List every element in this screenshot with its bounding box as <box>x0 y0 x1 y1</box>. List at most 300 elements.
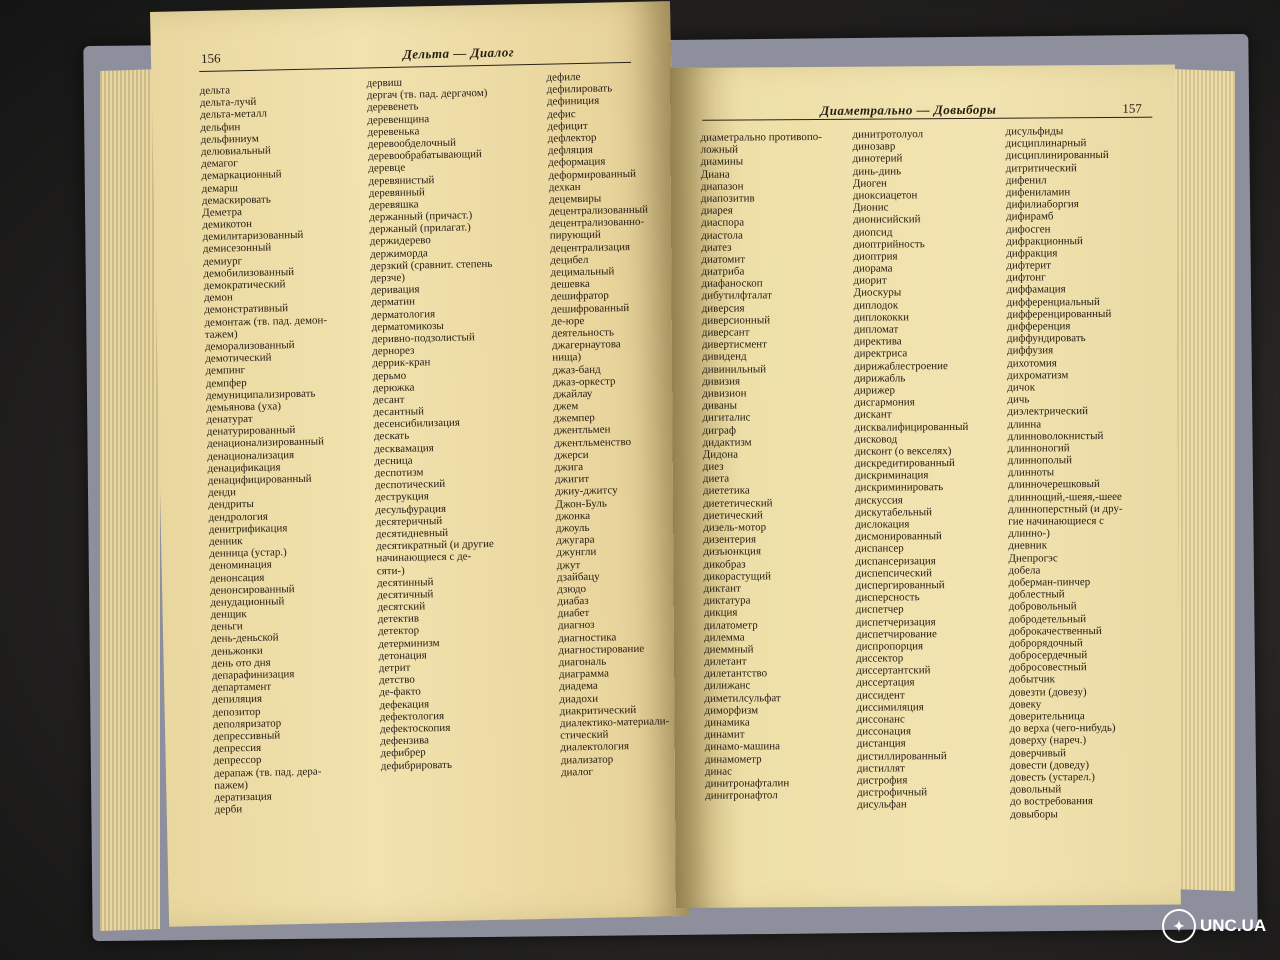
dictionary-entry: демилитаризованный <box>202 229 304 244</box>
dictionary-entry: диапазон <box>700 180 744 193</box>
dictionary-entry: дизель-мотор <box>703 521 767 534</box>
dictionary-entry: деррик-кран <box>372 356 431 370</box>
dictionary-entry: доберман-пинчер <box>1008 576 1091 589</box>
left-column-3 <box>546 69 670 778</box>
dictionary-entry: джаз-оркестр <box>552 375 616 389</box>
dictionary-entry: джоуль <box>555 521 590 535</box>
dictionary-entry: демагог <box>201 157 238 171</box>
dictionary-entry: деструкция <box>375 490 429 504</box>
dictionary-entry: добела <box>1008 564 1041 577</box>
dictionary-entry: деревце <box>368 162 406 175</box>
dictionary-entry: дзайбацу <box>556 570 600 584</box>
dictionary-entry: дерьмо <box>372 369 407 382</box>
dictionary-entry: диверсант <box>701 326 750 339</box>
dictionary-entry: довеку <box>1009 698 1042 711</box>
dictionary-entry: департамент <box>212 680 272 695</box>
right-running-head: Диаметрально — Довыборы <box>820 101 997 118</box>
dictionary-entry: дельта-лучй <box>199 95 257 110</box>
dictionary-entry: дизъюнкция <box>703 545 762 559</box>
dictionary-entry: добытчик <box>1009 673 1055 687</box>
dictionary-entry: денщик <box>210 608 247 621</box>
dictionary-entry: диамины <box>700 155 744 169</box>
dictionary-entry: держидерево <box>369 234 431 248</box>
dictionary-entry: сяти-) <box>376 564 405 577</box>
dictionary-entry: диверсия <box>701 302 745 315</box>
dictionary-entry: добродетельный <box>1008 612 1087 626</box>
dictionary-entry: де-факто <box>379 685 421 699</box>
dictionary-entry: диатриба <box>701 265 745 278</box>
dictionary-entry: десант <box>373 393 405 407</box>
dictionary-entry: диффундировать <box>1006 332 1086 345</box>
dictionary-entry: диссимиляция <box>856 701 924 714</box>
dictionary-entry: денница (устар.) <box>209 546 287 560</box>
dictionary-entry: денацифицированный <box>207 472 312 487</box>
dictionary-entry: демуниципализировать <box>205 387 316 402</box>
dictionary-entry: длиннощий,-шеяя,-шеее <box>1007 490 1122 504</box>
dictionary-entry: Дидона <box>702 448 739 461</box>
dictionary-entry: дифирамб <box>1006 210 1054 223</box>
dictionary-entry: Диоген <box>852 177 887 190</box>
dictionary-entry: дисконт (о векселях) <box>854 444 952 458</box>
dictionary-entry: Деметра <box>202 205 243 219</box>
dictionary-entry: дислокация <box>855 518 910 531</box>
dictionary-entry: деривация <box>370 283 420 297</box>
dictionary-entry: диметилсульфат <box>704 691 781 705</box>
dictionary-entry: диспансер <box>855 542 904 556</box>
watermark-badge-icon: ✦ <box>1162 909 1196 943</box>
dictionary-entry: денитрификация <box>208 521 288 536</box>
right-column-1 <box>700 131 826 802</box>
dictionary-entry: дискант <box>854 408 892 422</box>
dictionary-entry: джагернаутова <box>551 338 621 352</box>
dictionary-entry: детрит <box>378 661 411 675</box>
dictionary-entry: добровольный <box>1008 600 1077 613</box>
dictionary-entry: длинночерешковый <box>1007 478 1100 492</box>
dictionary-entry: дифракция <box>1006 247 1058 260</box>
dictionary-entry: диктатура <box>703 594 751 607</box>
dictionary-entry: диаспора <box>701 216 745 230</box>
dictionary-entry: деятельность <box>551 326 615 340</box>
dictionary-entry: демонтаж (тв. пад. демон- <box>204 313 328 329</box>
dictionary-entry: диатез <box>701 241 732 254</box>
dictionary-entry: диагноз <box>557 619 595 633</box>
dictionary-entry: диссектор <box>856 652 904 665</box>
dictionary-entry: дефиле <box>546 71 581 84</box>
dictionary-entry: делювиальный <box>200 144 271 158</box>
dictionary-entry: гие начинающиеся с <box>1008 514 1105 528</box>
dictionary-entry: дирижаблестроение <box>854 359 948 373</box>
dictionary-entry: десятикратный (и другие <box>376 538 494 553</box>
dictionary-entry: джигит <box>554 473 590 486</box>
dictionary-entry: дикорастущий <box>703 570 772 583</box>
dictionary-entry: демпинг <box>205 364 246 378</box>
dictionary-entry: деморализованный <box>204 338 295 353</box>
dictionary-entry: доброрядочный <box>1008 637 1083 650</box>
dictionary-entry: десенсибилизация <box>373 416 461 431</box>
dictionary-entry: довесть (устарел.) <box>1009 770 1096 784</box>
dictionary-entry: диваны <box>702 399 738 412</box>
dictionary-entry: дисковод <box>854 433 898 446</box>
dictionary-entry: денационализированный <box>206 435 325 451</box>
dictionary-entry: дескать <box>373 430 410 443</box>
dictionary-entry: дидактизм <box>702 436 752 449</box>
dictionary-entry: дефензива <box>380 734 430 748</box>
dictionary-entry: деспотизм <box>374 466 424 480</box>
dictionary-entry: день ото дня <box>211 656 271 670</box>
dictionary-entry: деревообрабатывающий <box>367 148 482 163</box>
dictionary-entry: диалектология <box>560 740 630 754</box>
dictionary-entry: джунгли <box>556 546 597 559</box>
dictionary-entry: дерматомикозы <box>371 319 444 334</box>
dictionary-entry: диапозитив <box>700 192 755 205</box>
dictionary-entry: дерапаж (тв. пад. дера- <box>213 765 322 780</box>
dictionary-entry: диспергированный <box>855 579 945 592</box>
dictionary-entry: диспетчирование <box>855 627 937 641</box>
dictionary-entry: дивизия <box>702 375 741 388</box>
dictionary-entry: динамит <box>704 728 745 741</box>
dictionary-entry: дельта <box>199 84 231 97</box>
dictionary-entry: дехкан <box>548 180 581 194</box>
dictionary-entry: дискутабельный <box>855 505 933 519</box>
dictionary-entry: тажем) <box>204 327 238 341</box>
dictionary-entry: десятинный <box>376 575 434 590</box>
dictionary-entry: дистрофичный <box>857 786 928 799</box>
dictionary-entry: деформированный <box>548 167 637 182</box>
dictionary-entry: десятеричный <box>375 514 443 529</box>
right-column-3 <box>1005 125 1124 820</box>
dictionary-entry: диез <box>702 460 724 473</box>
dictionary-entry: деформация <box>548 155 606 170</box>
dictionary-entry: диплодок <box>853 299 899 312</box>
left-page-edges <box>100 69 160 931</box>
dictionary-entry: демаркационный <box>201 168 282 183</box>
dictionary-entry: дивиденд <box>701 350 747 364</box>
dictionary-entry: дикция <box>703 606 738 620</box>
dictionary-entry: дилемма <box>703 631 745 644</box>
dictionary-entry: длинноты <box>1007 466 1055 479</box>
dictionary-entry: депарафинизация <box>211 668 295 682</box>
dictionary-entry: длинноногий <box>1007 442 1070 455</box>
dictionary-entry: диссертантский <box>856 664 931 677</box>
left-column-2 <box>366 75 502 772</box>
dictionary-entry: директриса <box>853 347 908 361</box>
dictionary-entry: дибутилфталат <box>701 289 772 303</box>
dictionary-entry: дикобраз <box>703 558 746 571</box>
dictionary-entry: динозавр <box>852 140 896 153</box>
dictionary-entry: дихотомия <box>1007 356 1057 370</box>
dictionary-entry: джаз-банд <box>552 363 601 377</box>
dictionary-entry: диопсид <box>853 225 893 239</box>
dictionary-entry: дефекация <box>379 697 430 711</box>
dictionary-entry: дирижер <box>854 384 896 397</box>
left-running-head: Дельта — Диалог <box>402 44 515 62</box>
dictionary-entry: деревенеть <box>366 100 419 114</box>
dictionary-entry: демарш <box>201 181 239 195</box>
dictionary-entry: дискриминировать <box>854 481 944 495</box>
right-page <box>670 64 1181 908</box>
dictionary-entry: джайлау <box>552 387 593 401</box>
dictionary-entry: доверху (нареч.) <box>1009 734 1087 748</box>
dictionary-entry: добросердечный <box>1009 649 1088 662</box>
dictionary-entry: дергач (тв. пад. дергачом) <box>366 87 488 102</box>
dictionary-entry: дивизион <box>702 387 747 400</box>
dictionary-entry: деревянный <box>368 185 425 200</box>
dictionary-entry: дернорез <box>372 344 415 358</box>
dictionary-entry: диагностика <box>558 630 617 645</box>
dictionary-entry: диабет <box>557 607 590 620</box>
dictionary-entry: диаграмма <box>558 667 610 681</box>
dictionary-entry: дифилиаборгия <box>1005 198 1079 211</box>
dictionary-entry: десница <box>374 454 413 468</box>
dictionary-entry: депрессор <box>213 754 262 768</box>
dictionary-entry: денационализация <box>207 448 295 463</box>
dictionary-entry: Днепрогэс <box>1008 551 1058 565</box>
dictionary-entry: диффузия <box>1006 344 1054 358</box>
dictionary-entry: демикотон <box>202 217 253 232</box>
dictionary-entry: денацификация <box>207 461 281 475</box>
dictionary-entry: демократический <box>203 278 286 292</box>
dictionary-entry: дисгармония <box>854 396 915 409</box>
dictionary-entry: дифференциальный <box>1006 295 1100 309</box>
dictionary-entry: длинноволокнистый <box>1007 429 1104 443</box>
dictionary-entry: диоптрийность <box>853 237 925 251</box>
dictionary-entry: дистиллированный <box>856 749 947 763</box>
dictionary-entry: диорама <box>853 262 893 275</box>
dictionary-entry: депрессия <box>213 741 262 755</box>
dictionary-entry: дилетант <box>704 655 747 668</box>
dictionary-entry: диспансеризация <box>855 554 936 568</box>
dictionary-entry: дельфиниум <box>200 132 259 146</box>
right-header-rule <box>702 117 1152 121</box>
dictionary-entry: дифракционный <box>1006 234 1083 248</box>
dictionary-entry: демонстративный <box>204 302 289 317</box>
dictionary-entry: дифференцированный <box>1006 307 1112 321</box>
dictionary-entry: диафаноскоп <box>701 277 763 291</box>
dictionary-entry: дискуссия <box>854 494 903 507</box>
dictionary-entry: дифенил <box>1005 174 1047 187</box>
dictionary-entry: дерюжка <box>372 381 415 395</box>
dictionary-entry: дефибрер <box>380 746 426 760</box>
dictionary-entry: денонсация <box>209 571 265 585</box>
dictionary-entry: диграф <box>702 424 737 437</box>
dictionary-entry: длиннополый <box>1007 454 1073 467</box>
dictionary-entry: деспотический <box>374 478 446 492</box>
dictionary-entry: Джон-Буль <box>555 497 607 511</box>
dictionary-entry: диспетчеризация <box>855 615 936 629</box>
dictionary-entry: ложный <box>700 143 739 156</box>
dictionary-entry: дирижабль <box>854 372 906 385</box>
watermark <box>1162 908 1272 944</box>
dictionary-entry: дилатометр <box>703 618 758 632</box>
dictionary-entry: диеммный <box>704 643 754 656</box>
dictionary-entry: динотерий <box>852 152 903 166</box>
dictionary-entry: дипломат <box>853 323 899 336</box>
dictionary-entry: дерзкий (сравнит. степень <box>370 257 493 273</box>
dictionary-entry: динитротолуол <box>852 128 924 141</box>
dictionary-entry: стический <box>560 728 609 742</box>
dictionary-entry: деревяшка <box>368 198 419 212</box>
dictionary-entry: дискриминация <box>854 469 929 482</box>
dictionary-entry: джугара <box>556 533 595 547</box>
dictionary-entry: дистанция <box>856 737 906 751</box>
dictionary-entry: диссонанс <box>856 713 905 726</box>
dictionary-entry: децибел <box>550 253 589 267</box>
dictionary-entry: дитритический <box>1005 161 1077 175</box>
dictionary-entry: денатурированный <box>206 424 296 439</box>
dictionary-entry: демпфер <box>205 376 247 390</box>
dictionary-entry: диатомит <box>701 253 746 266</box>
left-page <box>150 1 689 927</box>
dictionary-entry: динамика <box>704 716 750 729</box>
dictionary-entry: держанный (причаст.) <box>369 209 473 224</box>
dictionary-entry: динамо-машина <box>704 740 781 754</box>
dictionary-entry: дендрология <box>208 510 268 524</box>
dictionary-entry: Диоскуры <box>853 286 902 300</box>
dictionary-entry: деньжонки <box>211 644 263 658</box>
dictionary-entry: деревенька <box>367 125 420 139</box>
dictionary-entry: пажем) <box>214 778 249 792</box>
dictionary-entry: деревянистый <box>368 173 435 187</box>
dictionary-entry: дичок <box>1007 381 1036 394</box>
dictionary-entry: дельфин <box>200 120 241 134</box>
dictionary-entry: десульфурация <box>375 502 447 516</box>
dictionary-entry: десквамация <box>374 441 434 456</box>
dictionary-entry: динас <box>704 765 733 778</box>
dictionary-entry: джемпер <box>553 412 595 425</box>
right-page-number: 157 <box>1122 100 1142 116</box>
dictionary-entry: депозитор <box>212 705 261 719</box>
dictionary-entry: дневник <box>1008 539 1048 553</box>
dictionary-entry: десятидневный <box>375 526 449 541</box>
dictionary-entry: джентльмен <box>553 423 611 438</box>
dictionary-entry: дихроматизм <box>1007 368 1069 382</box>
dictionary-entry: длинно-) <box>1008 527 1050 540</box>
dictionary-entry: дешифрованный <box>551 301 630 316</box>
left-column-1 <box>200 82 338 816</box>
dictionary-entry: дифениламин <box>1005 186 1071 199</box>
dictionary-entry: диплококки <box>853 311 910 324</box>
dictionary-entry: диэлектрический <box>1007 405 1089 418</box>
dictionary-entry: децентрализация <box>549 240 631 255</box>
dictionary-entry: десятский <box>377 600 426 614</box>
dictionary-entry: десятичный <box>377 588 434 602</box>
dictionary-entry: дерзче) <box>370 271 406 285</box>
dictionary-entry: джем <box>553 400 579 413</box>
dictionary-entry: де-юре <box>551 314 585 328</box>
dictionary-entry: дистиллят <box>856 762 905 775</box>
dictionary-entry: дискредитированный <box>854 457 955 470</box>
dictionary-entry: диссонация <box>856 725 912 738</box>
dictionary-entry: динитронафталин <box>704 777 790 790</box>
dictionary-entry: джерси <box>554 448 589 462</box>
dictionary-entry: диаметрально противопо- <box>700 130 822 144</box>
dictionary-entry: диктант <box>703 582 741 595</box>
dictionary-entry: дефибрировать <box>380 758 453 772</box>
dictionary-entry: джентльменство <box>553 435 632 450</box>
dictionary-entry: дерматология <box>371 307 436 321</box>
dictionary-entry: детонация <box>378 649 427 663</box>
dictionary-entry: детство <box>378 673 415 687</box>
dictionary-entry: держиморда <box>369 246 428 261</box>
dictionary-entry: денди <box>207 486 237 500</box>
dictionary-entry: демон <box>203 291 233 305</box>
dictionary-entry: диалектико-материали- <box>559 715 670 730</box>
dictionary-entry: дзюдо <box>557 582 587 596</box>
dictionary-entry: диморфизм <box>704 704 759 717</box>
right-column-2 <box>852 128 971 811</box>
dictionary-entry: дистрофия <box>856 774 908 787</box>
dictionary-entry: дифосген <box>1006 222 1051 236</box>
dictionary-entry: дерматин <box>371 295 416 309</box>
dictionary-entry: диабаз <box>557 595 589 608</box>
dictionary-entry: демьянова (уха) <box>206 400 282 414</box>
dictionary-entry: дефис <box>547 107 576 121</box>
dictionary-entry: диета <box>702 472 730 486</box>
dictionary-entry: дервиш <box>366 76 403 90</box>
dictionary-entry: до востребования <box>1010 795 1093 808</box>
dictionary-entry: дельта-металл <box>200 107 268 122</box>
dictionary-entry: дисциплинарный <box>1005 137 1087 150</box>
dictionary-entry: длинна <box>1007 417 1042 431</box>
dictionary-entry: дисульфиды <box>1005 125 1064 138</box>
dictionary-entry: диететический <box>702 496 773 510</box>
dictionary-entry: дендриты <box>208 498 255 512</box>
dictionary-entry: демотический <box>205 351 272 366</box>
dictionary-entry: денонсированный <box>210 582 295 597</box>
dictionary-entry: демобилизованный <box>203 265 295 280</box>
dictionary-entry: детектор <box>377 624 420 638</box>
dictionary-entry: Дионис <box>852 201 889 214</box>
dictionary-entry: добросовестный <box>1009 661 1087 674</box>
dictionary-entry: дисперсность <box>855 591 920 604</box>
dictionary-entry: Диана <box>700 168 730 181</box>
dictionary-entry: дивертисмент <box>701 338 767 351</box>
left-page-number: 156 <box>200 50 221 66</box>
dictionary-entry: дисмонированный <box>855 530 942 543</box>
dictionary-entry: дифференция <box>1006 320 1071 333</box>
dictionary-entry: демисезонный <box>202 241 272 256</box>
dictionary-entry: довести (доведу) <box>1009 758 1090 772</box>
dictionary-entry: день-деньской <box>211 631 279 646</box>
dictionary-entry: довыборы <box>1010 807 1058 821</box>
dictionary-entry: депрессивный <box>213 729 281 743</box>
dictionary-entry: денатурат <box>206 413 253 426</box>
dictionary-entry: дигиталис <box>702 411 751 425</box>
dictionary-entry: децентрализованно- <box>549 215 645 230</box>
dictionary-entry: динитронафтол <box>705 789 778 802</box>
dictionary-entry: демиург <box>203 254 243 268</box>
dictionary-entry: децемвиры <box>548 192 602 206</box>
dictionary-entry: дешифратор <box>550 289 609 304</box>
dictionary-entry: деревенщина <box>367 112 430 127</box>
dictionary-entry: деривно-подзолистый <box>371 331 475 346</box>
dictionary-entry: диастола <box>701 228 743 242</box>
dictionary-entry: диссертация <box>856 676 915 690</box>
dictionary-entry: деревообделочный <box>367 136 457 151</box>
dictionary-entry: джига <box>554 461 584 474</box>
dictionary-entry: деньги <box>210 620 243 634</box>
dictionary-entry: диспепсический <box>855 566 933 580</box>
dictionary-entry: дилижанс <box>704 679 751 693</box>
dictionary-entry: дивинильный <box>702 362 767 376</box>
dictionary-entry: диорит <box>853 274 887 287</box>
dictionary-entry: диспетчер <box>855 603 904 617</box>
dictionary-entry: дифтонг <box>1006 271 1046 284</box>
dictionary-entry: диалог <box>560 765 594 779</box>
dictionary-entry: пирующий <box>549 229 601 243</box>
dictionary-entry: директива <box>853 335 902 348</box>
dictionary-entry: деполяризатор <box>212 717 282 731</box>
